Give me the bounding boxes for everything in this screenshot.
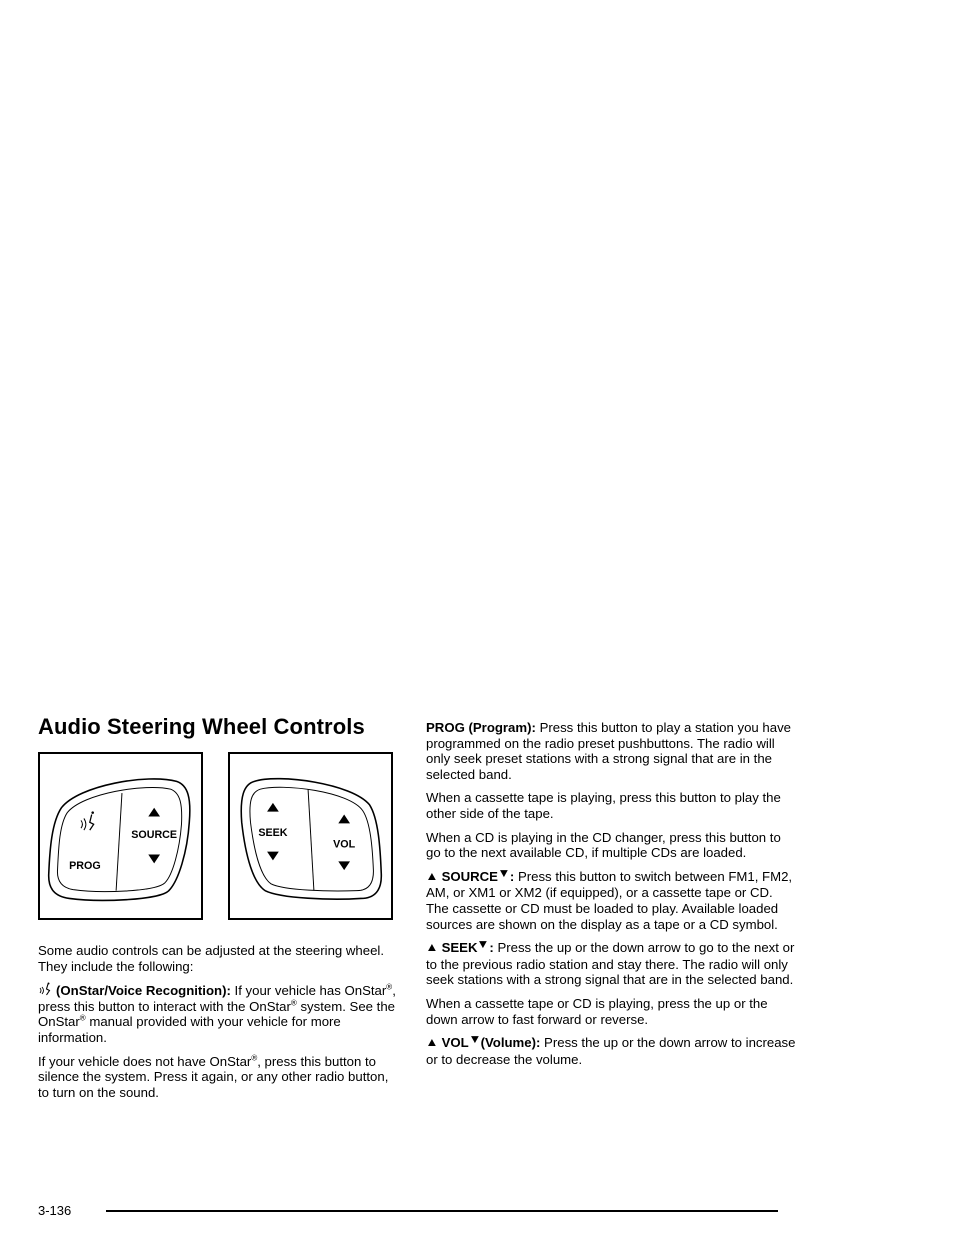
arrow-down-icon: ▼ (468, 1032, 482, 1047)
vol-text: Press the up or the down arrow to increase or to decrease the volume. (426, 1035, 796, 1067)
prog-cassette-paragraph: When a cassette tape is playing, press this button to play the other side of the tape. (426, 790, 781, 821)
arrow-up-icon: ▲ (425, 940, 439, 955)
arrow-up-icon (267, 803, 279, 812)
arrow-down-icon (338, 861, 350, 870)
seek-paragraph (425, 937, 798, 988)
onstar-text-2: , press this button to interact with the OnStar (38, 983, 396, 1014)
seek-term: SEEK (441, 940, 478, 956)
arrow-down-icon (267, 852, 279, 861)
no-onstar-paragraph (38, 1054, 398, 1101)
page-title: Audio Steering Wheel Controls (38, 714, 365, 739)
source-colon: : (509, 868, 515, 884)
registered-mark: ® (386, 982, 393, 992)
arrow-up-icon (148, 808, 160, 817)
arrow-up-icon: ▲ (425, 868, 439, 883)
vol-button-label: VOL (333, 838, 356, 851)
onstar-text-4: manual provided with your vehicle for more information. (38, 1014, 341, 1045)
onstar-text-3: system. See the OnStar (38, 998, 396, 1030)
source-paragraph (425, 865, 798, 932)
source-text: Press this button to switch between FM1, FM2, AM, or XM1 or XM2 (if equipped), or a cassette tape or CD. The cassette or CD must be loaded to play. Available loaded sources are shown on the display as a tape or a CD symbol. (426, 868, 793, 932)
prog-text: Press this button to play a station you have programmed on the radio preset pushbuttons. The radio will only seek preset stations with a strong signal that are in the selected band. (426, 720, 792, 782)
page-number: 3-136 (38, 1203, 72, 1218)
intro-paragraph: Some audio controls can be adjusted at the steering wheel. They include the following: (38, 943, 385, 974)
vol-term-2: (Volume): (480, 1035, 541, 1051)
arrow-up-icon: ▲ (425, 1035, 439, 1050)
seek-button-label: SEEK (258, 827, 288, 839)
prog-button-label: PROG (69, 860, 101, 873)
prog-term: PROG (Program): (426, 720, 536, 735)
figure-right-steering-controls (228, 752, 393, 920)
footer-divider (106, 1210, 778, 1212)
source-button-label: SOURCE (131, 828, 178, 841)
seek-colon: : (489, 940, 494, 956)
arrow-down-icon: ▼ (497, 865, 511, 880)
arrow-down-icon (148, 855, 160, 864)
onstar-term: (OnStar/Voice Recognition): (56, 983, 231, 999)
arrow-down-icon: ▼ (476, 937, 490, 952)
figure-left-steering-controls (38, 752, 203, 920)
voice-recognition-icon (38, 982, 56, 998)
no-onstar-text-2: , press this button to silence the system. Press it again, or any other radio button, to turn on the sound. (38, 1053, 389, 1100)
vol-term: VOL (441, 1035, 469, 1051)
arrow-up-icon (338, 815, 350, 824)
left-column (38, 943, 398, 1108)
onstar-paragraph (38, 982, 398, 1045)
registered-mark: ® (79, 1013, 86, 1023)
registered-mark: ® (290, 998, 297, 1008)
voice-recognition-icon (81, 811, 94, 830)
seek-text: Press the up or the down arrow to go to the next or to the previous radio station and stay there. The radio will only seek stations with a strong signal that are in the selected band. (426, 940, 795, 988)
seek-cassette-paragraph: When a cassette tape or CD is playing, press the up or the down arrow to fast forward or reverse. (426, 995, 768, 1027)
onstar-text-1: If your vehicle has OnStar (230, 983, 387, 999)
no-onstar-text-1: If your vehicle does not have OnStar (38, 1053, 252, 1069)
prog-paragraph (426, 720, 798, 782)
vol-paragraph (425, 1032, 798, 1067)
right-column (426, 720, 798, 1075)
source-term: SOURCE (441, 868, 498, 884)
prog-cd-paragraph: When a CD is playing in the CD changer, press this button to go to the next available CD, if multiple CDs are loaded. (426, 829, 781, 861)
registered-mark: ® (251, 1053, 258, 1063)
